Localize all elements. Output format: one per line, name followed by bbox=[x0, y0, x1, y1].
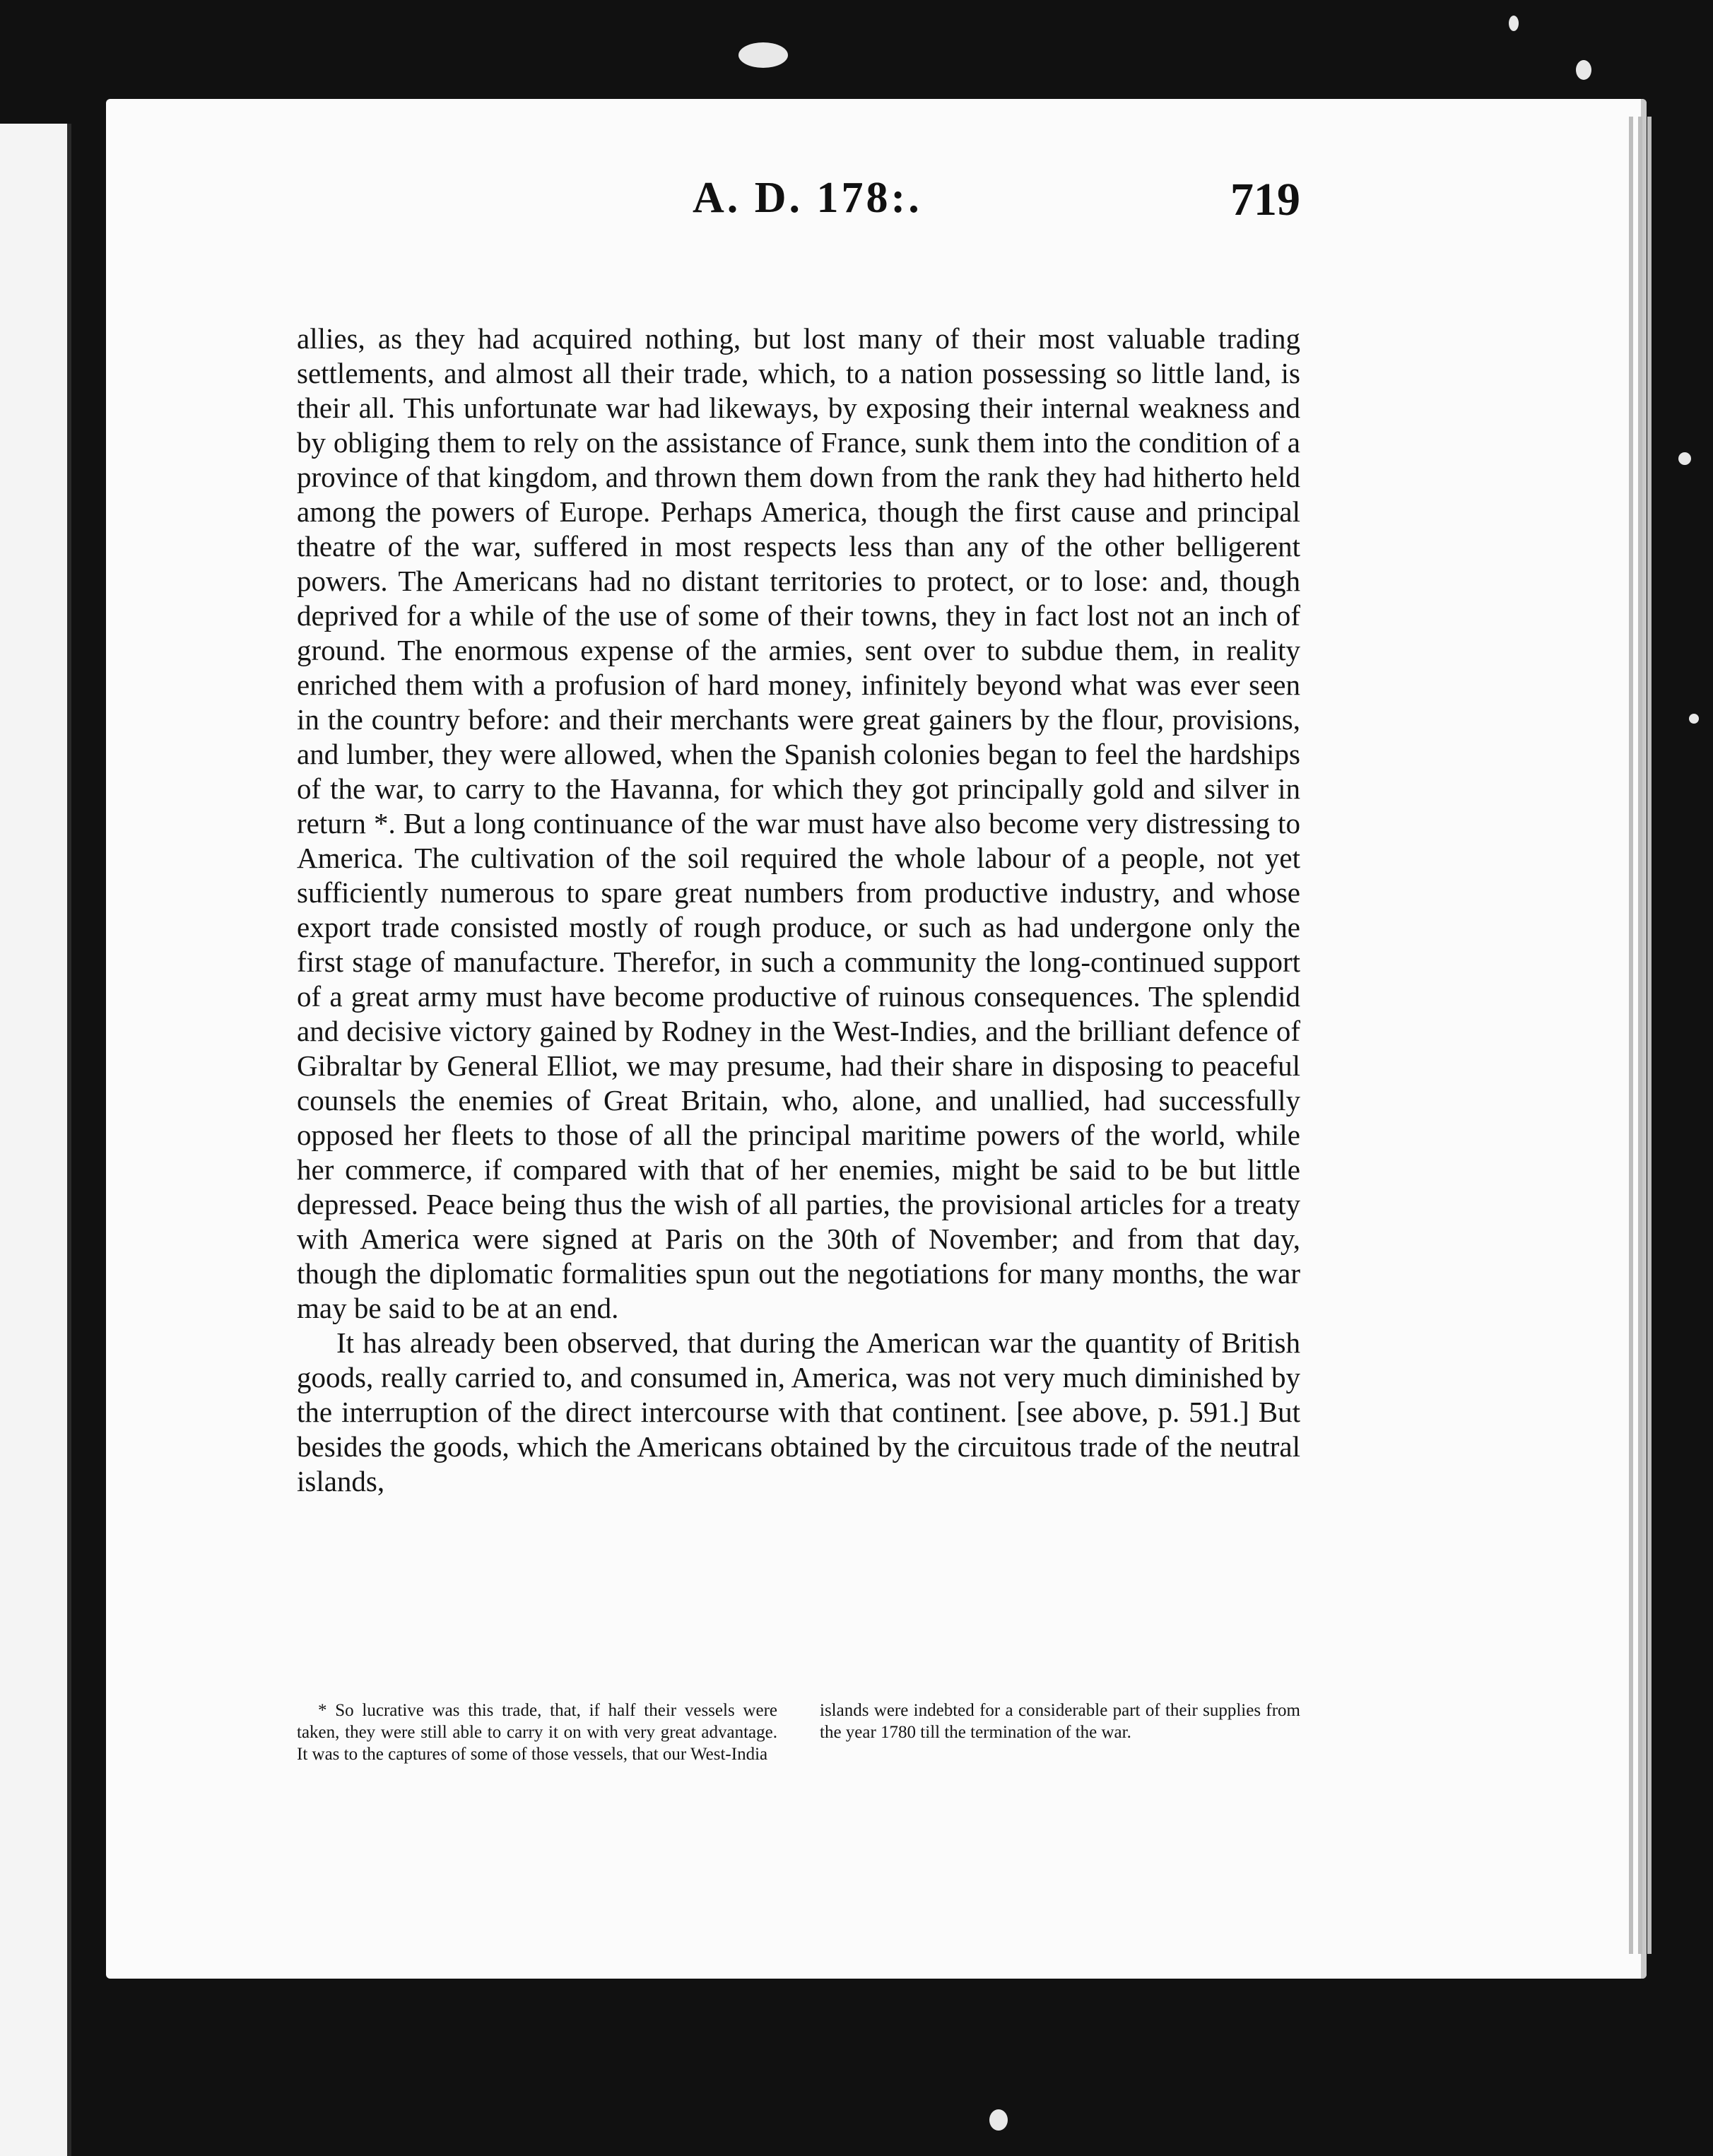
facing-page-edge bbox=[0, 124, 71, 2156]
page-header bbox=[297, 173, 1300, 251]
scan-speck bbox=[738, 42, 788, 68]
page-edge-line bbox=[1629, 117, 1633, 1954]
footnote-right-column: islands were indebted for a considerable part of their supplies from the year 1780 till the termination of the war. bbox=[820, 1701, 1300, 1742]
scan-speck bbox=[1689, 714, 1699, 724]
body-paragraph: It has already been observed, that during the American war the quantity of British goods, really carried to, and consumed in, America, was not very much diminished by the interruption of the direct intercourse with that continent. [see above, p. 591.] But besides the goods, which the Americans obtained by the circuitous trade of the neutral islands, bbox=[297, 1326, 1300, 1497]
page-edge-line bbox=[1647, 117, 1652, 1954]
body-text bbox=[297, 322, 1300, 1499]
footnotes bbox=[297, 1700, 1300, 1765]
body-paragraph: allies, as they had acquired nothing, but lost many of their most valuable trading settlements, and almost all their trade, which, to a nation possessing so little land, is their all. This unfortunate war had likeways, by exposing their internal weakness and by obliging them to rely on the assistance of France, sunk them into the condition of a province of that kingdom, and thrown them down from the rank they had hitherto held among the powers of Europe. Perhaps America, though the first cause and principal theatre of the war, suffered in most respects less than any of the other belligerent powers. The Americans had no distant territories to protect, or to lose: and, though deprived for a while of the use of some of their towns, they in fact lost not an inch of ground. The enormous expense of the armies, sent over to subdue them, in reality enriched them with a profusion of hard money, infinitely beyond what was ever seen in the country before: and their merchants were great gainers by the flour, provisions, and lumber, they were allowed, when the Spanish colonies began to feel the hardships of the war, to carry to the Havanna, for which they got principally gold and silver in return *. But a long continuance of the war must have also become very distressing to America. The cultivation of the soil required the whole labour of a people, not yet sufficiently numerous to spare great numbers from productive industry, and whose export trade consisted mostly of rough produce, or such as had undergone only the first stage of manufacture. Therefor, in such a community the long-continued support of a great army must have become productive of ruinous consequences. The splendid and decisive victory gained by Rodney in the West-Indies, and the brilliant defence of Gibraltar by General Elliot, we may presume, had their share in disposing to peaceful counsels the enemies of Great Britain, who, alone, and unallied, had successfully opposed her fleets to those of all the principal maritime powers of the world, while her commerce, if compared with that of her enemies, might be said to be but little depressed. Peace being thus the wish of all parties, the provisional articles for a treaty with America were signed at Paris on the 30th of November; and from that day, though the diplomatic formalities spun out the negotiations for many months, the war may be said to be at an end. bbox=[297, 322, 1300, 1324]
footnote-left-column: * So lucrative was this trade, that, if half their vessels were taken, they were still able to carry it on with very great advantage. It was to the captures of some of those vessels, that our West-India bbox=[297, 1701, 777, 1764]
scan-speck bbox=[1678, 452, 1691, 465]
scan-speck bbox=[1509, 16, 1519, 31]
running-head: A. D. 178:. bbox=[693, 174, 922, 222]
scan-speck bbox=[989, 2109, 1008, 2131]
page-edge-line bbox=[1638, 117, 1642, 1954]
scan-speck bbox=[1576, 60, 1591, 80]
page-number: 719 bbox=[1230, 174, 1300, 225]
